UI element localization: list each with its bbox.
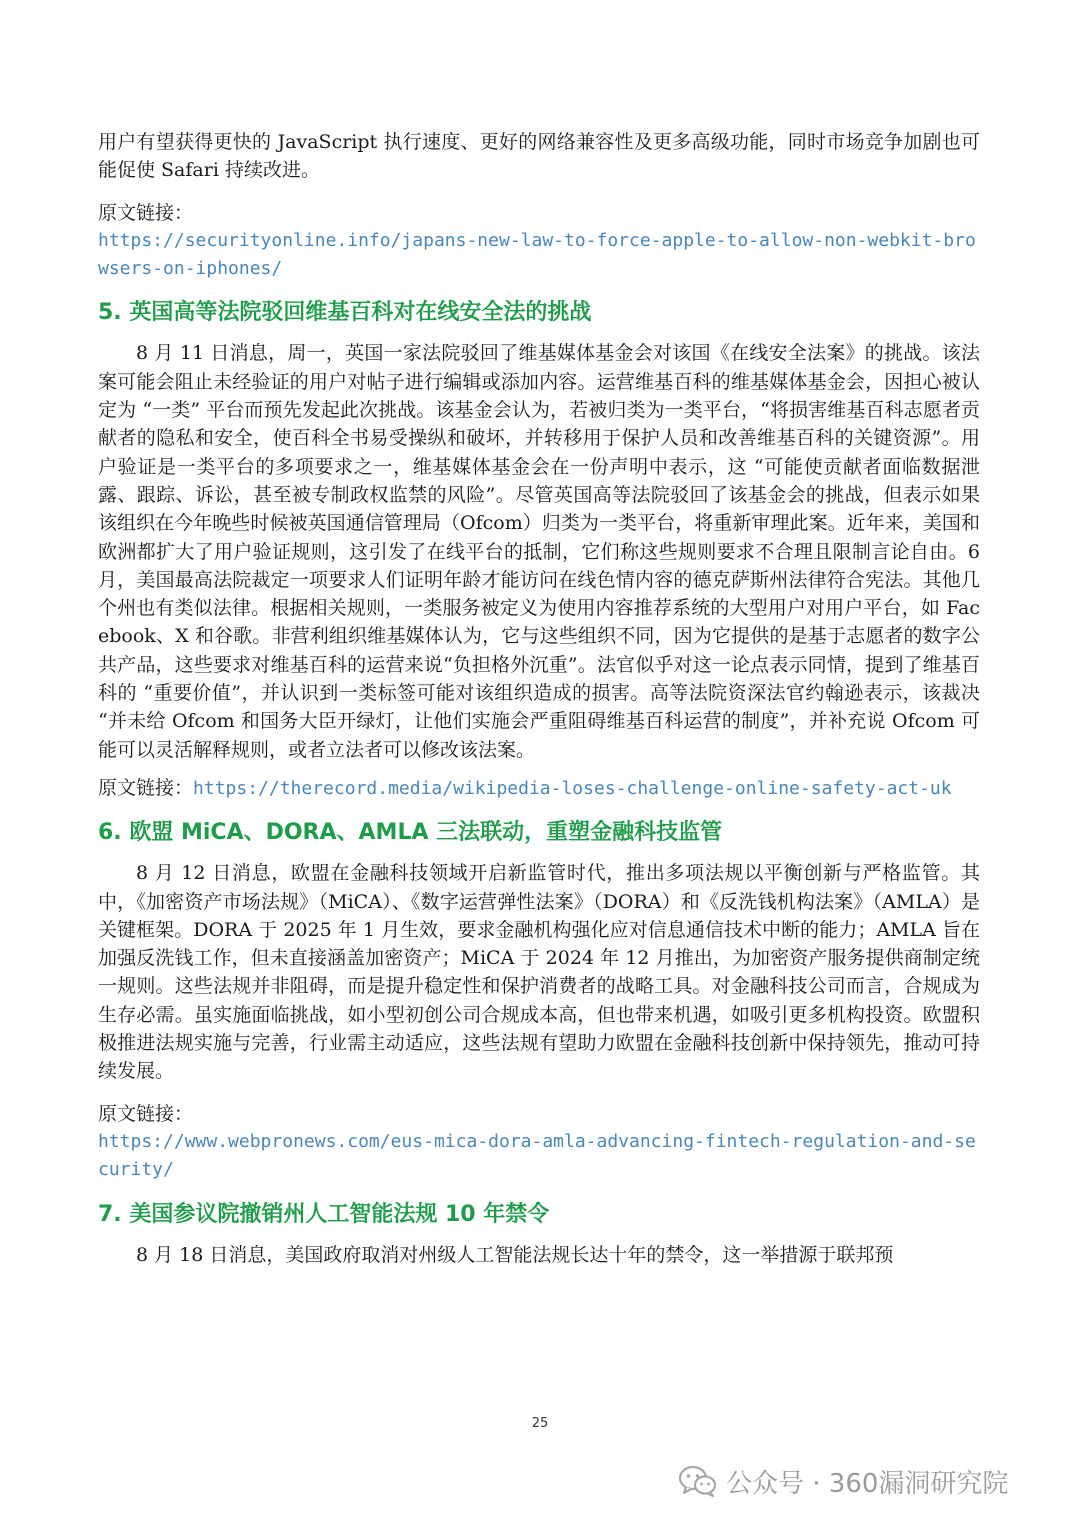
section-5-source xyxy=(98,774,980,803)
section-6-source-link[interactable]: https://www.webpronews.com/eus-mica-dora-amla-advancing-fintech-regulation-and-security/ xyxy=(98,1130,976,1181)
watermark-text: 公众号 · 360漏洞研究院 xyxy=(726,1468,1009,1499)
wechat-icon xyxy=(678,1464,718,1498)
intro-source-label: 原文链接： xyxy=(98,201,194,224)
section-5-source-label: 原文链接： xyxy=(98,776,194,799)
section-5-body: 8 月 11 日消息，周一，英国一家法院驳回了维基媒体基金会对该国《在线安全法案》的挑战。该法案可能会阻止未经验证的用户对帖子进行编辑或添加内容。运营维基百科的维基媒体基金会，因担心被认定为 “一类” 平台而预先发起此次挑战。该基金会认为，若被归类为一类平台，“将损害维基百科志愿者贡献者的隐私和安全，使百科全书易受操纵和破坏，并转移用于保护人员和改善维基百科的关键资源”。用户验证是一类平台的多项要求之一，维基媒体基金会在一份声明中表示，这 “可能使贡献者面临数据泄露、跟踪、诉讼，甚至被专制政权监禁的风险”。尽管英国高等法院驳回了该基金会的挑战，但表示如果该组织在今年晚些时候被英国通信管理局（Ofcom）归类为一类平台，将重新审理此案。近年来，美国和欧洲都扩大了用户验证规则，这引发了在线平台的抵制，它们称这些规则要求不合理且限制言论自由。6 月，美国最高法院裁定一项要求人们证明年龄才能访问在线色情内容的德克萨斯州法律符合宪法。其他几个州也有类似法律。根据相关规则，一类服务被定义为使用内容推荐系统的大型用户对用户平台，如 Facebook、X 和谷歌。非营利组织维基媒体认为，它与这些组织不同，因为它提供的是基于志愿者的数字公共产品，这些要求对维基百科的运营来说“负担格外沉重”。法官似乎对这一论点表示同情，提到了维基百科的 “重要价值”，并认识到一类标签可能对该组织造成的损害。高等法院资深法官约翰逊表示，该裁决 “并未给 Ofcom 和国务大臣开绿灯，让他们实施会严重阻碍维基百科运营的制度”，并补充说 Ofcom 可能可以灵活解释规则，或者立法者可以修改该法案。 xyxy=(98,342,980,761)
watermark xyxy=(678,1461,1008,1501)
page-content xyxy=(98,128,980,1269)
section-7-heading: 7. 美国参议院撤销州人工智能法规 10 年禁令 xyxy=(98,1201,550,1227)
intro-source-link[interactable]: https://securityonline.info/japans-new-law-to-force-apple-to-allow-non-webkit-browsers-on-iphones/ xyxy=(98,229,976,280)
intro-paragraph: 用户有望获得更快的 JavaScript 执行速度、更好的网络兼容性及更多高级功能，同时市场竞争加剧也可能促使 Safari 持续改进。 xyxy=(98,131,980,182)
section-5-heading: 5. 英国高等法院驳回维基百科对在线安全法的挑战 xyxy=(98,300,592,326)
section-5-source-link[interactable]: https://therecord.media/wikipedia-loses-challenge-online-safety-act-uk xyxy=(193,777,952,799)
page-number: 25 xyxy=(531,1416,549,1431)
section-6-source-label: 原文链接： xyxy=(98,1102,194,1125)
section-6-heading: 6. 欧盟 MiCA、DORA、AMLA 三法联动，重塑金融科技监管 xyxy=(98,820,723,846)
section-7-body: 8 月 18 日消息，美国政府取消对州级人工智能法规长达十年的禁令，这一举措源于联邦预 xyxy=(136,1243,894,1266)
section-6-body: 8 月 12 日消息，欧盟在金融科技领域开启新监管时代，推出多项法规以平衡创新与严格监管。其中，《加密资产市场法规》（MiCA）、《数字运营弹性法案》（DORA）和《反洗钱机构法案》（AMLA）是关键框架。DORA 于 2025 年 1 月生效，要求金融机构强化应对信息通信技术中断的能力；AMLA 旨在加强反洗钱工作，但未直接涵盖加密资产；MiCA 于 2024 年 12 月推出，为加密资产服务提供商制定统一规则。这些法规并非阻碍，而是提升稳定性和保护消费者的战略工具。对金融科技公司而言，合规成为生存必需。虽实施面临挑战，如小型初创公司合规成本高，但也带来机遇，如吸引更多机构投资。欧盟积极推进法规实施与完善，行业需主动适应，这些法规有望助力欧盟在金融科技创新中保持领先，推动可持续发展。 xyxy=(98,862,980,1083)
